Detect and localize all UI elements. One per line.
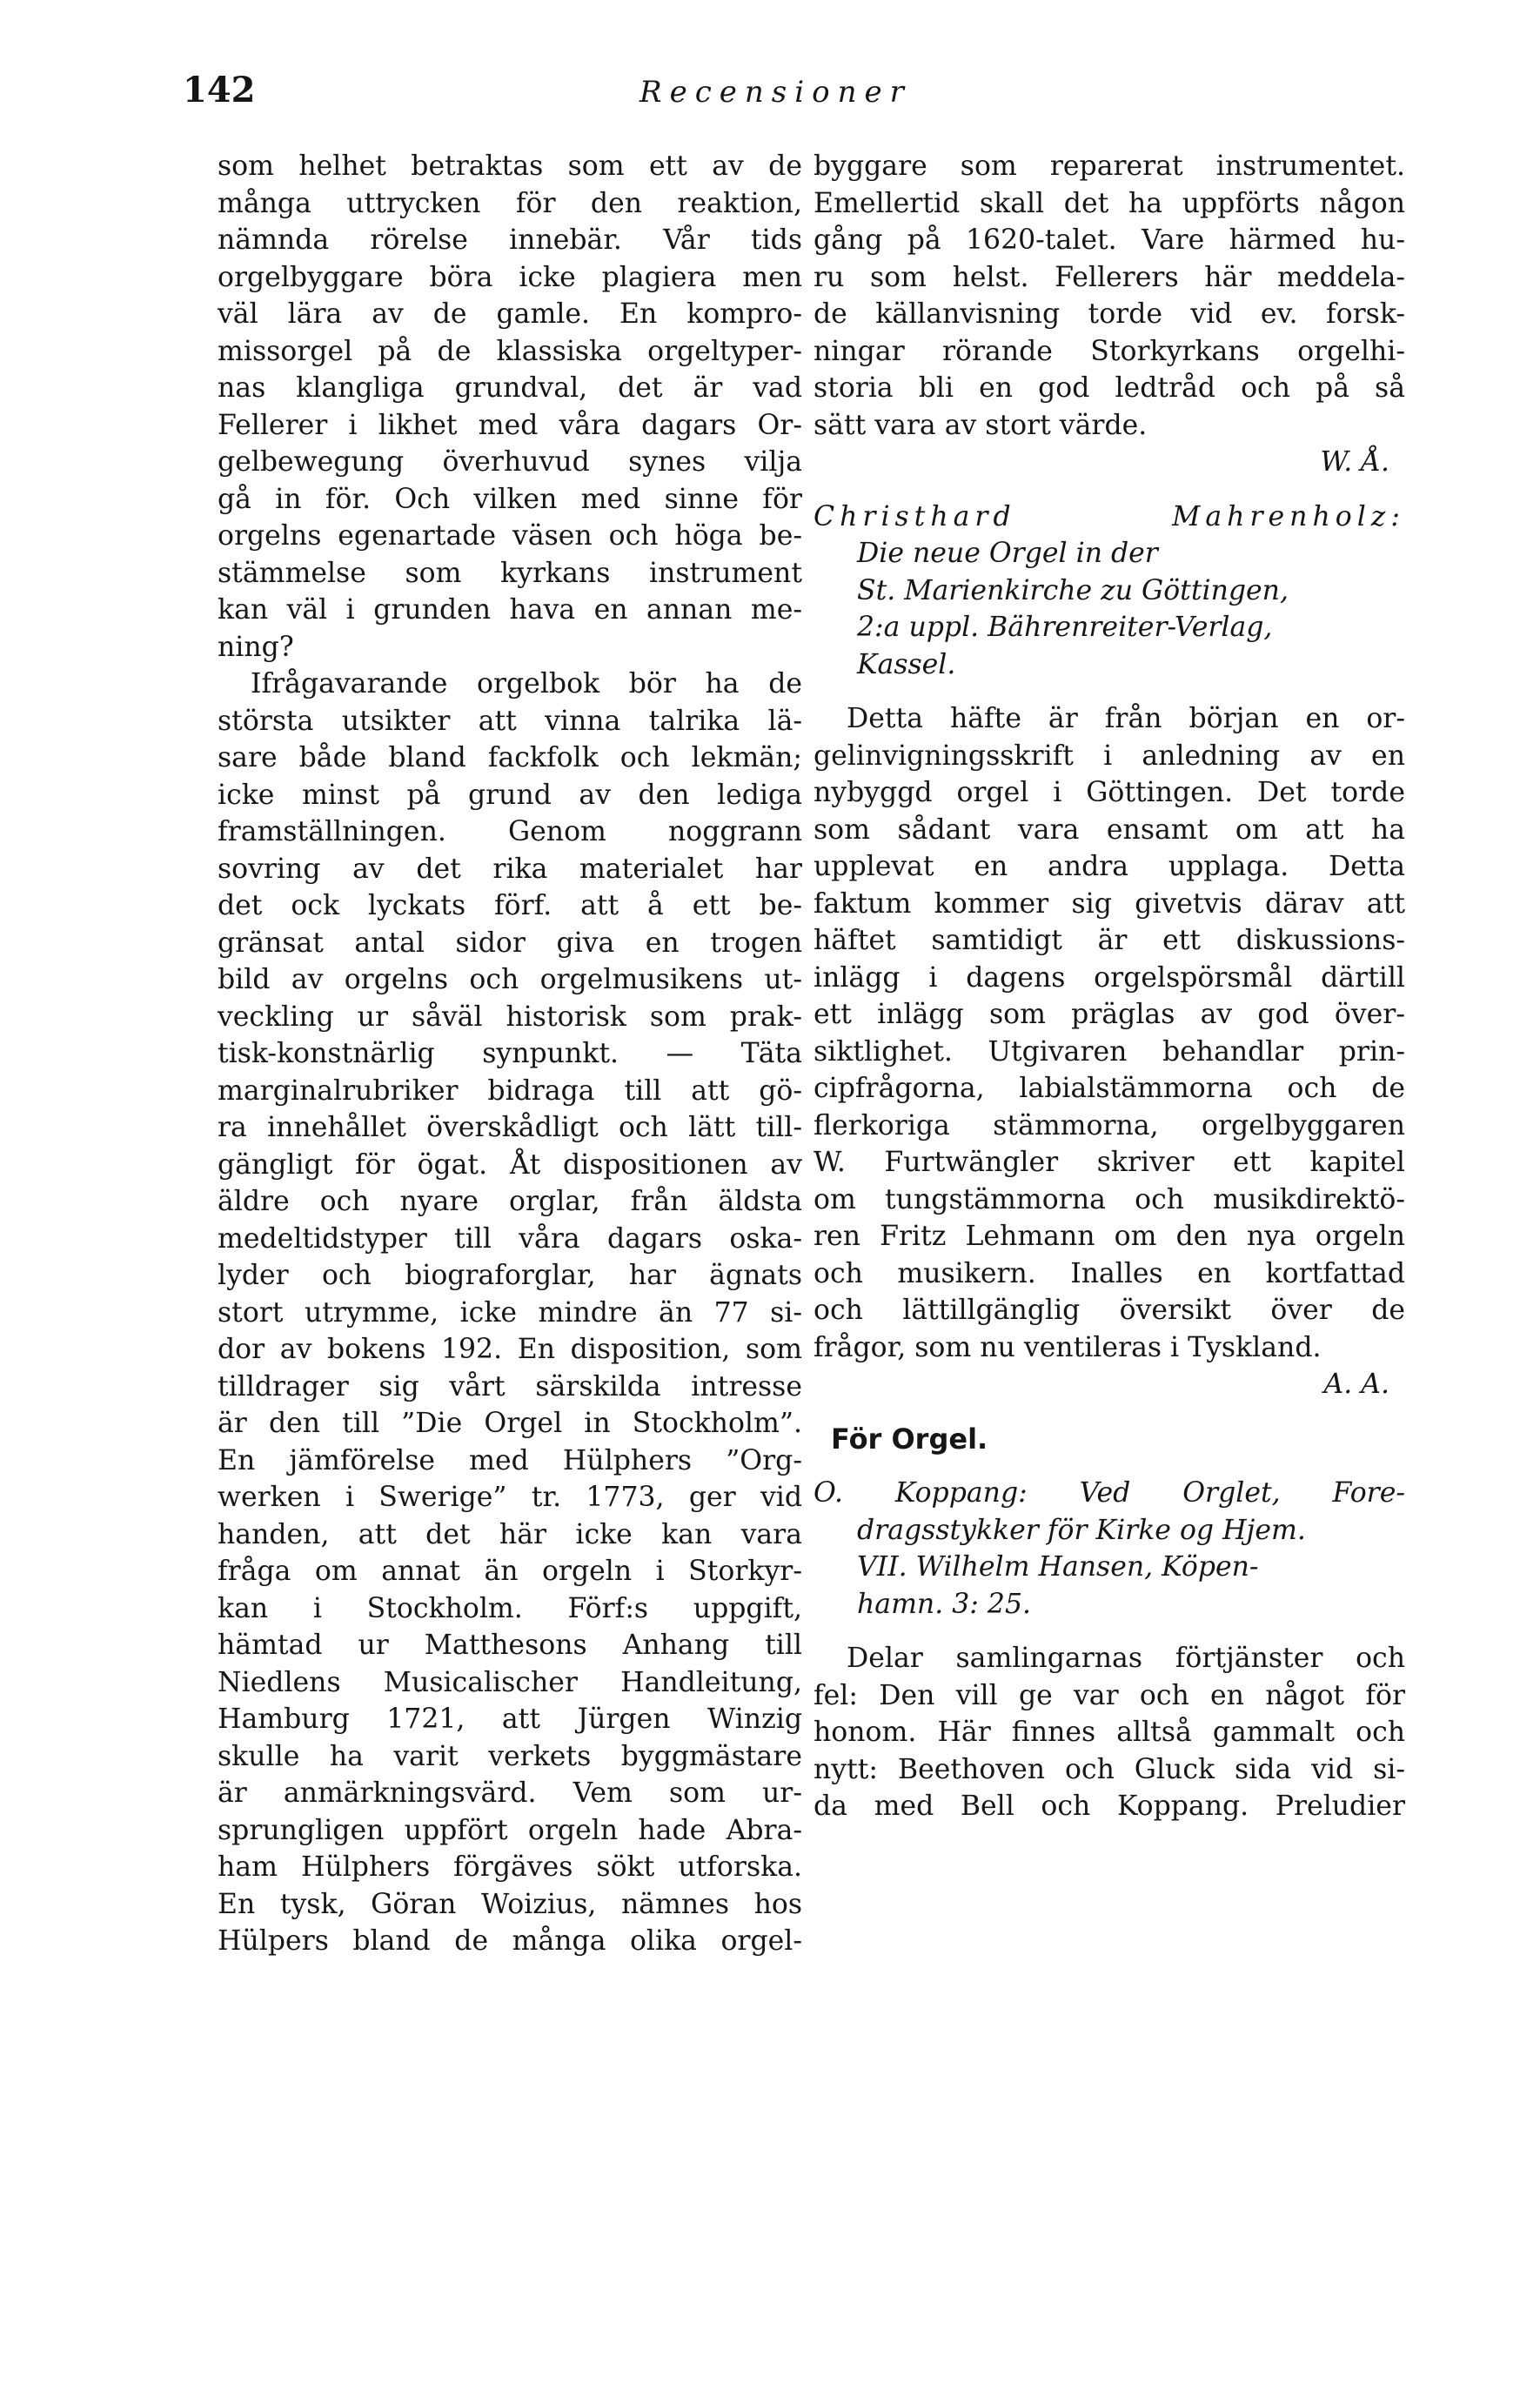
text-line: väl lära av de gamle. En kompro- xyxy=(218,298,802,330)
text-line: orgelns egenartade väsen och höga be- xyxy=(218,520,802,552)
text-line: skulle ha varit verkets byggmästare xyxy=(218,1740,802,1772)
text-line: framställningen. Genom noggrann xyxy=(218,816,802,847)
text-line: Die neue Orgel in der xyxy=(857,538,1158,569)
section-heading: För Orgel. xyxy=(831,1422,988,1456)
text-line: sätt vara av stort värde. xyxy=(814,409,1148,441)
text-line: fel: Den vill ge var och en något för xyxy=(814,1679,1405,1711)
text-line: kan väl i grunden hava en annan me- xyxy=(218,594,802,626)
text-line: ning? xyxy=(218,631,294,663)
text-line: handen, att det här icke kan vara xyxy=(218,1518,802,1550)
text-line: dragsstykker för Kirke og Hjem. xyxy=(857,1514,1306,1546)
spacer xyxy=(814,481,1405,499)
text-line: frågor, som nu ventileras i Tyskland. xyxy=(814,1331,1322,1363)
text-line: nämnda rörelse innebär. Vår tids xyxy=(218,224,802,256)
citation-author: Christhard Mahrenholz: xyxy=(814,500,1405,532)
text-line: om tungstämmorna och musikdirektö- xyxy=(814,1183,1405,1215)
text-line: och musikern. Inalles en kortfattad xyxy=(814,1257,1405,1289)
text-line: Niedlens Musicalischer Handleitung, xyxy=(218,1666,802,1698)
running-head: Recensioner xyxy=(639,75,912,110)
text-line: Fellerer i likhet med våra dagars Or- xyxy=(218,409,802,441)
text-line: nas klangliga grundval, det är vad xyxy=(218,372,802,404)
spacer xyxy=(814,1457,1405,1475)
text-line: da med Bell och Koppang. Preludier xyxy=(814,1791,1405,1822)
text-line: fråga om annat än orgeln i Storkyr- xyxy=(218,1556,802,1587)
text-line: orgelbyggare böra icke plagiera men xyxy=(218,261,802,293)
text-line: veckling ur såväl historisk som prak- xyxy=(218,1001,802,1033)
text-line: ett inlägg som präglas av god över- xyxy=(814,999,1405,1030)
spacer xyxy=(814,1623,1405,1640)
left-column xyxy=(218,148,802,1960)
text-line: byggare som reparerat instrumentet. xyxy=(814,151,1405,182)
text-line: gelinvigningsskrift i anledning av en xyxy=(814,740,1405,772)
text-line: W. Furtwängler skriver ett kapitel xyxy=(814,1147,1405,1178)
text-line: werken i Swerige” tr. 1773, ger vid xyxy=(218,1482,802,1513)
text-line: är anmärkningsvärd. Vem som ur- xyxy=(218,1777,802,1809)
review-2-body xyxy=(814,700,1405,1366)
text-line: flerkoriga stämmorna, orgelbyggaren xyxy=(814,1109,1405,1141)
text-line: ningar rörande Storkyrkans orgelhi- xyxy=(814,335,1405,367)
text-line: St. Marienkirche zu Göttingen, xyxy=(857,574,1289,606)
text-line: siktlighet. Utgivaren behandlar prin- xyxy=(814,1035,1405,1068)
spacer xyxy=(814,683,1405,700)
review-3-body xyxy=(814,1640,1405,1825)
text-line: Kassel. xyxy=(857,648,956,680)
text-line: de källanvisning torde vid ev. forsk- xyxy=(814,298,1405,330)
text-line: faktum kommer sig givetvis därav att xyxy=(814,887,1405,920)
text-line: medeltidstyper till våra dagars oska- xyxy=(218,1222,802,1255)
text-line: äldre och nyare orglar, från äldsta xyxy=(218,1186,802,1217)
text-line: ra innehållet överskådligt och lätt till- xyxy=(218,1112,802,1143)
text-line: upplevat en andra upplaga. Detta xyxy=(814,851,1405,882)
text-line: icke minst på grund av den lediga xyxy=(218,779,802,811)
text-line: största utsikter att vinna talrika lä- xyxy=(218,705,802,737)
text-line: En tysk, Göran Woizius, nämnes hos xyxy=(218,1888,802,1920)
review-1-signature: W. Å. xyxy=(1320,446,1389,478)
citation-details xyxy=(814,1512,1405,1623)
text-line: storia bli en god ledtråd och på så xyxy=(814,372,1405,404)
text-line: gängligt för ögat. Åt dispositionen av xyxy=(218,1148,802,1181)
text-line: sprungligen uppfört orgeln hade Abra- xyxy=(218,1814,802,1846)
text-line: marginalrubriker bidraga till att gö- xyxy=(218,1074,802,1107)
text-line: det ock lyckats förf. att å ett be- xyxy=(218,890,802,921)
page-header xyxy=(0,70,1540,131)
right-column xyxy=(814,148,1405,1825)
text-line: Hamburg 1721, att Jürgen Winzig xyxy=(218,1704,802,1735)
text-line: som sådant vara ensamt om att ha xyxy=(814,813,1405,846)
text-line: dor av bokens 192. En disposition, som xyxy=(218,1334,802,1365)
text-line: lyder och biograforglar, har ägnats xyxy=(218,1260,802,1291)
citation-author: O. Koppang: Ved Orglet, Fore- xyxy=(814,1477,1405,1509)
text-line: hamn. 3: 25. xyxy=(857,1588,1032,1620)
text-line: gång på 1620-talet. Vare härmed hu- xyxy=(814,224,1405,256)
text-line: Emellertid skall det ha uppförts någon xyxy=(814,187,1405,219)
text-line: hämtad ur Matthesons Anhang till xyxy=(218,1630,802,1661)
text-line: sovring av det rika materialet har xyxy=(218,853,802,885)
spacer xyxy=(814,1403,1405,1421)
text-line: tisk-konstnärlig synpunkt. — Täta xyxy=(218,1038,802,1069)
text-line: inlägg i dagens orgelspörsmål därtill xyxy=(814,961,1405,994)
text-line: är den till ”Die Orgel in Stockholm”. xyxy=(218,1408,802,1439)
text-line: VII. Wilhelm Hansen, Köpen- xyxy=(857,1551,1259,1583)
text-line: gå in för. Och vilken med sinne för xyxy=(218,483,802,515)
text-line: Hülpers bland de många olika orgel- xyxy=(218,1925,802,1957)
text-line: cipfrågorna, labialstämmorna och de xyxy=(814,1073,1405,1104)
citation-mahrenholz xyxy=(814,499,1405,684)
text-line: ren Fritz Lehmann om den nya orgeln xyxy=(814,1221,1405,1252)
text-line: stämmelse som kyrkans instrument xyxy=(218,557,802,589)
text-line: kan i Stockholm. Förf:s uppgift, xyxy=(218,1592,802,1624)
page-number: 142 xyxy=(183,70,256,110)
text-line: sare både bland fackfolk och lekmän; xyxy=(218,742,802,773)
text-line: ru som helst. Fellerers här meddela- xyxy=(814,261,1405,293)
text-line: som helhet betraktas som ett av de xyxy=(218,151,802,182)
text-line: Delar samlingarnas förtjänster och xyxy=(847,1643,1405,1674)
text-line: många uttrycken för den reaktion, xyxy=(218,187,802,219)
review-1-continuation xyxy=(814,148,1405,444)
text-line: gelbewegung överhuvud synes vilja xyxy=(218,446,802,478)
text-line: bild av orgelns och orgelmusikens ut- xyxy=(218,964,802,995)
citation-details xyxy=(814,535,1405,683)
text-line: tilldrager sig vårt särskilda intresse xyxy=(218,1370,802,1402)
text-line: gränsat antal sidor giva en trogen xyxy=(218,927,802,959)
review-2-signature: A. A. xyxy=(1323,1369,1389,1400)
text-line: ham Hülphers förgäves sökt utforska. xyxy=(218,1851,802,1883)
text-line: nybyggd orgel i Göttingen. Det torde xyxy=(814,777,1405,808)
text-line: honom. Här finnes alltså gammalt och xyxy=(814,1717,1405,1748)
text-line: och lättillgänglig översikt över de xyxy=(814,1295,1405,1326)
text-line: En jämförelse med Hülphers ”Org- xyxy=(218,1444,802,1476)
text-line: 2:a uppl. Bährenreiter-Verlag, xyxy=(857,612,1273,643)
text-line: missorgel på de klassiska orgeltyper- xyxy=(218,335,802,367)
text-line: Ifrågavarande orgelbok bör ha de xyxy=(251,668,802,700)
text-line: häftet samtidigt är ett diskussions- xyxy=(814,925,1405,956)
text-line: Detta häfte är från början en or- xyxy=(847,703,1405,734)
text-line: stort utrymme, icke mindre än 77 si- xyxy=(218,1296,802,1329)
citation-koppang xyxy=(814,1475,1405,1623)
text-line: nytt: Beethoven och Gluck sida vid si- xyxy=(814,1753,1405,1785)
